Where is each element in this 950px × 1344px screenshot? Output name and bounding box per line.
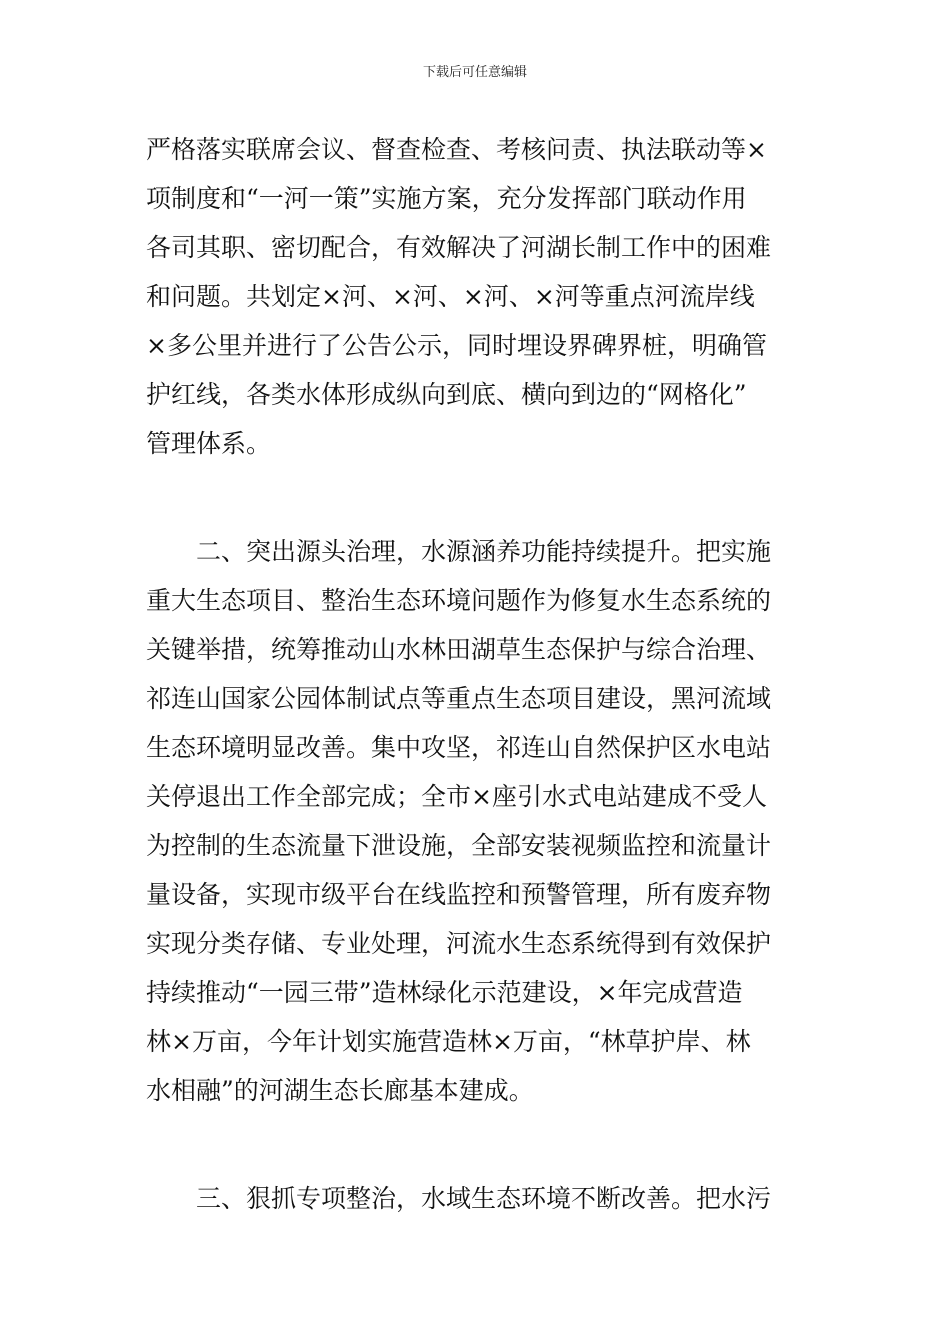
paragraph-gap [146,1115,812,1174]
text-line: 二、突出源头治理，水源涵养功能持续提升。把实施 [196,537,772,566]
text-line: ×多公里并进行了公告公示，同时埋设界碑界桩，明确管 [146,331,767,360]
text-line: 管理体系。 [146,429,272,458]
paragraph-gap [146,468,812,527]
page-header: 下载后可任意编辑 [422,65,527,80]
text-line: 各司其职、密切配合，有效解决了河湖长制工作中的困难 [146,233,772,262]
text-line: 量设备，实现市级平台在线监控和预警管理，所有废弃物 [146,880,772,909]
paragraph-river-management [146,125,812,468]
text-line: 严格落实联席会议、督查检查、考核问责、执法联动等× [146,135,767,164]
text-line: 护红线，各类水体形成纵向到底、横向到边的“网格化” [146,380,747,409]
text-line: 关停退出工作全部完成；全市×座引水式电站建成不受人 [146,782,767,811]
text-line: 水相融”的河湖生态长廊基本建成。 [146,1076,534,1105]
text-line: 祁连山国家公园体制试点等重点生态项目建设，黑河流域 [146,684,772,713]
text-line: 和问题。共划定×河、×河、×河、×河等重点河流岸线 [146,282,755,311]
text-line: 为控制的生态流量下泄设施，全部安装视频监控和流量计 [146,831,772,860]
text-line: 关键举措，统筹推动山水林田湖草生态保护与综合治理、 [146,635,772,664]
text-line: 重大生态项目、整治生态环境问题作为修复水生态系统的 [146,586,772,615]
paragraph-source-governance [146,527,812,1115]
text-line: 项制度和“一河一策”实施方案，充分发挥部门联动作用 [146,184,747,213]
document-body [146,125,812,1223]
text-line: 生态环境明显改善。集中攻坚，祁连山自然保护区水电站 [146,733,772,762]
paragraph-special-rectification [146,1174,812,1223]
text-line: 实现分类存储、专业处理，河流水生态系统得到有效保护 [146,929,772,958]
text-line: 林×万亩，今年计划实施营造林×万亩，“林草护岸、林 [146,1027,751,1056]
text-line: 持续推动“一园三带”造林绿化示范建设，×年完成营造 [146,978,743,1007]
text-line: 三、狠抓专项整治，水域生态环境不断改善。把水污 [196,1184,772,1213]
